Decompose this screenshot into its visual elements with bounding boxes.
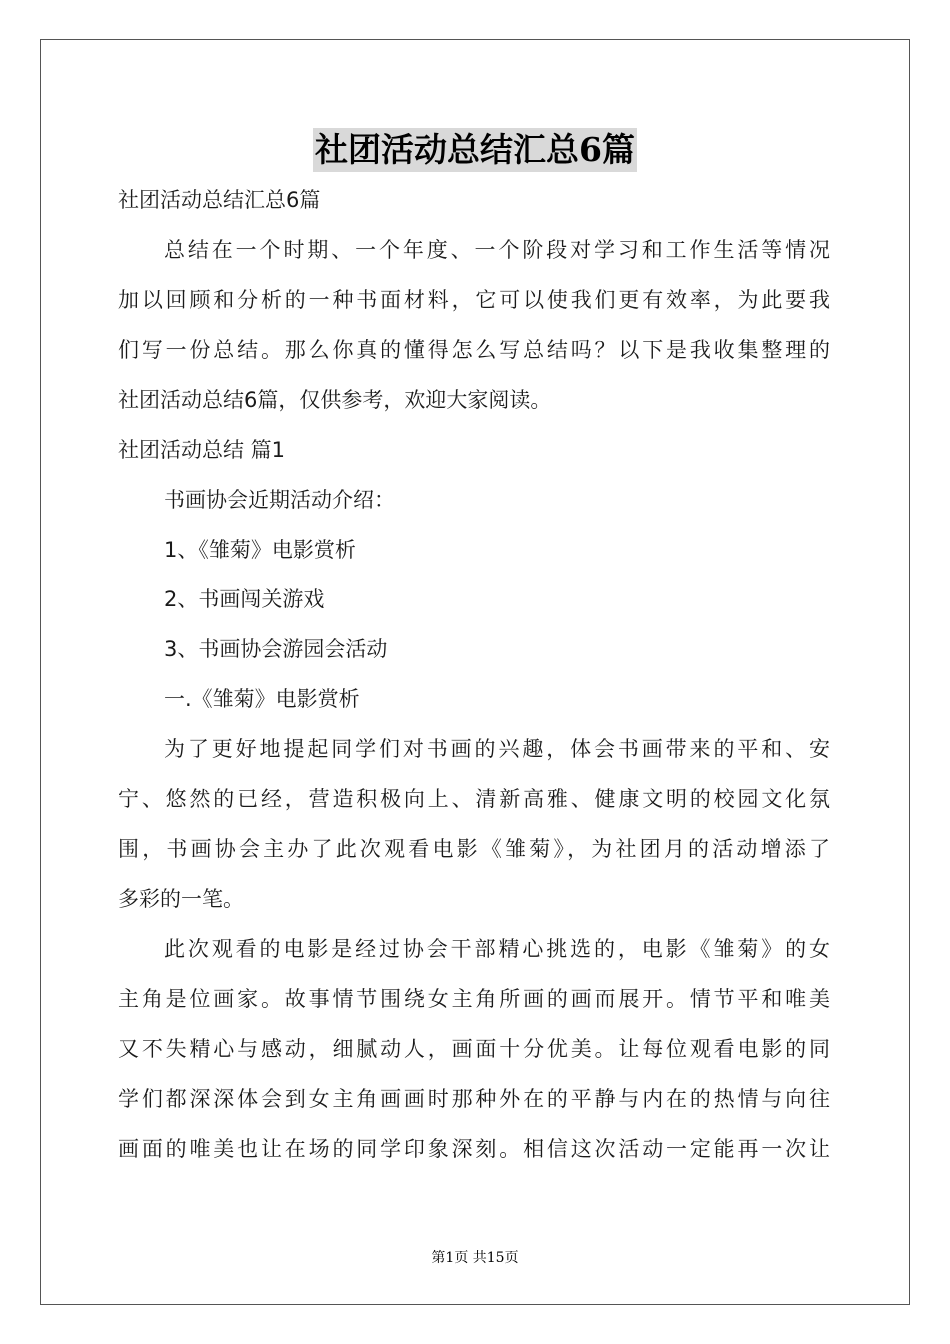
- section-heading: 社团活动总结 篇1: [118, 438, 286, 462]
- sub-heading: 一.《雏菊》电影赏析: [164, 687, 360, 711]
- activity-item: 3、书画协会游园会活动: [164, 637, 388, 661]
- paragraph-line: 又不失精心与感动，细腻动人，画面十分优美。让每位观看电影的同: [118, 1037, 830, 1061]
- paragraph-line: 主角是位画家。故事情节围绕女主角所画的画而展开。情节平和唯美: [118, 987, 830, 1011]
- intro-line: 们写一份总结。那么你真的懂得怎么写总结吗？以下是我收集整理的: [118, 338, 830, 362]
- paragraph-line: 画面的唯美也让在场的同学印象深刻。相信这次活动一定能再一次让: [118, 1137, 830, 1161]
- paragraph-line: 此次观看的电影是经过协会干部精心挑选的，电影《雏菊》的女: [164, 937, 830, 961]
- page-border: [40, 39, 910, 1305]
- page-footer: 第1页 共15页: [431, 1250, 519, 1266]
- title-container: [0, 128, 950, 172]
- document-title: 社团活动总结汇总6篇: [313, 128, 637, 172]
- paragraph-line: 宁、悠然的已经，营造积极向上、清新高雅、健康文明的校园文化氛: [118, 787, 830, 811]
- subtitle: 社团活动总结汇总6篇: [118, 188, 321, 212]
- intro-line: 总结在一个时期、一个年度、一个阶段对学习和工作生活等情况: [164, 238, 830, 262]
- activity-item: 1、《雏菊》电影赏析: [164, 538, 356, 562]
- paragraph-line: 围，书画协会主办了此次观看电影《雏菊》，为社团月的活动增添了: [118, 837, 830, 861]
- intro-line: 加以回顾和分析的一种书面材料，它可以使我们更有效率，为此要我: [118, 288, 830, 312]
- intro-line: 社团活动总结6篇，仅供参考，欢迎大家阅读。: [118, 388, 552, 412]
- activities-intro: 书画协会近期活动介绍：: [164, 488, 395, 512]
- paragraph-line: 为了更好地提起同学们对书画的兴趣，体会书画带来的平和、安: [164, 737, 830, 761]
- paragraph-line: 学们都深深体会到女主角画画时那种外在的平静与内在的热情与向往: [118, 1087, 830, 1111]
- paragraph-line: 多彩的一笔。: [118, 887, 244, 911]
- activity-item: 2、书画闯关游戏: [164, 587, 325, 611]
